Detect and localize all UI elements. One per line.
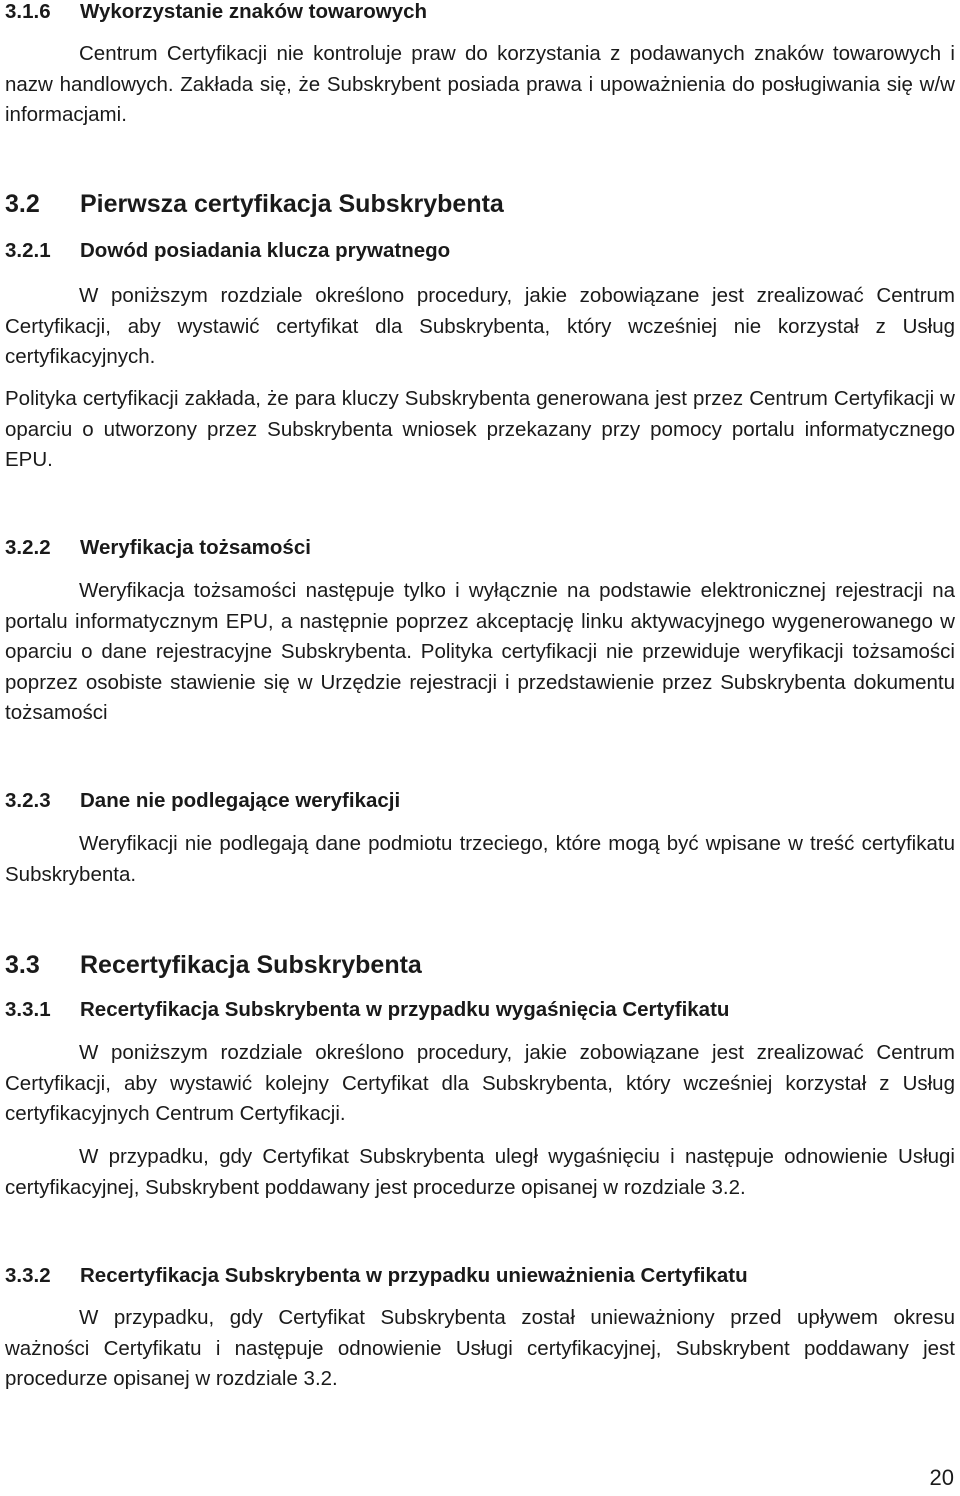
paragraph-identity-verification: Weryfikacja tożsamości następuje tylko i wyłącznie na podstawie elektronicznej rejestracji na portalu informatycznym EPU, a następnie poprzez akceptację linku aktywacyjnego wygenerowanego w oparciu o dane rejestracyjne Subskrybenta. Polityka certyfikacji nie przewiduje weryfikacji tożsamości poprzez osobiste stawienie się w Urzędzie rejestracji i przedstawienie przez Subskrybenta dokumentu tożsamości [5, 579, 955, 725]
section-title: Recertyfikacja Subskrybenta w przypadku wygaśnięcia Certyfikatu [80, 998, 730, 1021]
section-title: Dane nie podlegające weryfikacji [80, 789, 401, 812]
section-number: 3.2.1 [5, 239, 51, 262]
section-number: 3.2.3 [5, 789, 51, 812]
paragraph-key-generation: Polityka certyfikacji zakłada, że para kluczy Subskrybenta generowana jest przez Centrum Certyfikacji w oparciu o utworzony przez Subskrybenta wniosek przekazany przy pomocy portalu informatycznego EPU. [5, 387, 955, 472]
section-number: 3.2.2 [5, 536, 51, 559]
paragraph-revocation-renewal: W przypadku, gdy Certyfikat Subskrybenta został unieważniony przed upływem okresu ważności Certyfikatu i następuje odnowienie Usługi certyfikacyjnej, Subskrybent poddawany jest procedurze opisanej w rozdziale 3.2. [5, 1306, 955, 1391]
section-heading-3-3-1 [5, 998, 955, 1022]
paragraph-unverified-data: Weryfikacji nie podlegają dane podmiotu trzeciego, które mogą być wpisane w treść certyfikatu Subskrybenta. [5, 832, 955, 886]
section-heading-3-2-3 [5, 789, 955, 813]
page-number: 20 [929, 1465, 954, 1490]
paragraph-procedures: W poniższym rozdziale określono procedury, jakie zobowiązane jest zrealizować Centrum Certyfikacji, aby wystawić certyfikat dla Subskrybenta, który wcześniej nie korzystał z Usług certyfikacyjnych. [5, 284, 955, 369]
section-number: 3.2 [5, 190, 40, 218]
section-title: Wykorzystanie znaków towarowych [80, 0, 428, 23]
section-title: Weryfikacja tożsamości [80, 536, 311, 559]
section-title: Recertyfikacja Subskrybenta w przypadku unieważnienia Certyfikatu [80, 1264, 748, 1287]
section-heading-3-3 [5, 950, 955, 980]
section-heading-3-2-2 [5, 536, 955, 560]
section-number: 3.3.1 [5, 998, 51, 1021]
section-title: Dowód posiadania klucza prywatnego [80, 239, 451, 262]
section-heading-3-3-2 [5, 1264, 955, 1288]
section-heading-3-2 [5, 189, 955, 219]
section-title: Recertyfikacja Subskrybenta [80, 951, 422, 979]
paragraph-recertification-procedures: W poniższym rozdziale określono procedury, jakie zobowiązane jest zrealizować Centrum Certyfikacji, aby wystawić kolejny Certyfikat dla Subskrybenta, który wcześniej korzystał z Usług certyfikacyjnych Centrum Certyfikacji. [5, 1041, 955, 1126]
section-number: 3.3 [5, 951, 40, 979]
paragraph-trademarks: Centrum Certyfikacji nie kontroluje praw do korzystania z podawanych znaków towarowych i nazw handlowych. Zakłada się, że Subskrybent posiada prawa i upoważnienia do posługiwania się w/w informacjami. [5, 42, 955, 127]
section-heading-3-1-6 [5, 0, 955, 24]
section-number: 3.1.6 [5, 0, 51, 23]
section-heading-3-2-1 [5, 239, 955, 263]
paragraph-expiry-renewal: W przypadku, gdy Certyfikat Subskrybenta uległ wygaśnięciu i następuje odnowienie Usługi certyfikacyjnej, Subskrybent poddawany jest procedurze opisanej w rozdziale 3.2. [5, 1145, 955, 1199]
section-number: 3.3.2 [5, 1264, 51, 1287]
section-title: Pierwsza certyfikacja Subskrybenta [80, 190, 504, 218]
